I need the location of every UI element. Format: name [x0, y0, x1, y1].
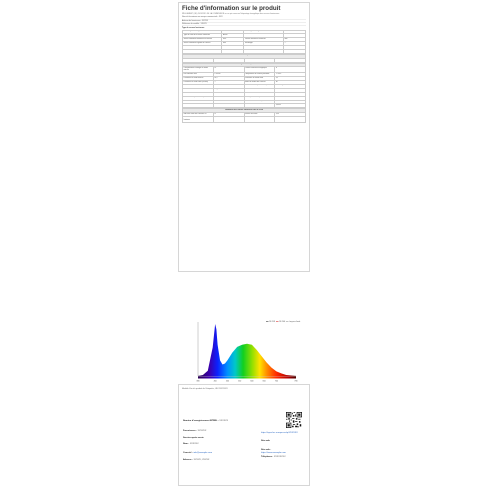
param-value: Valeur: [275, 58, 306, 62]
parameter-table: [182, 30, 306, 54]
table-row: [183, 104, 306, 108]
param-value: 0,90: [275, 113, 306, 117]
product-info-sheet: [178, 2, 310, 272]
contact-value: XXXXXX: [189, 443, 199, 445]
param-value: —: [213, 81, 244, 85]
param-label: [244, 104, 275, 108]
param-label: Consommation d'énergie en mode marche: [183, 67, 214, 73]
x-tick-label: 700: [274, 380, 278, 383]
param-label: Source lumineuse à luminance élevée: [183, 46, 222, 50]
contact-row: [183, 459, 235, 462]
contact-row: [183, 443, 235, 446]
table-row: [183, 58, 306, 62]
param-label: Distribution de la puissance spectrale: [244, 85, 275, 89]
x-tick-label: 650: [262, 380, 266, 383]
param-value: Profondeur 2: [213, 92, 244, 96]
param-label: Facteur de survie: [244, 113, 275, 117]
param-value: 25: [213, 67, 244, 73]
param-value: 24,5: [213, 77, 244, 81]
supplier-info: [182, 16, 306, 29]
contact-value: XXXXXX: [219, 420, 229, 422]
contact-label: Téléphone :: [261, 456, 274, 458]
param-label: Facteur de conservation du flux lumineux: [183, 117, 214, 123]
x-tick-label: 450: [213, 380, 217, 383]
contact-label: Adresse :: [183, 459, 194, 461]
param-value: G: [275, 67, 306, 73]
param-value: 0,5: [275, 77, 306, 81]
spectral-distribution-panel: [178, 274, 310, 384]
x-tick-label: 600: [250, 380, 254, 383]
sheet-tables: [182, 30, 306, 123]
param-value: NDLS: [283, 30, 305, 34]
contact-value: XXXXX, XXXXX: [193, 459, 210, 461]
param-value: Voir l'image: [275, 85, 306, 89]
contact-label: Courriel :: [183, 452, 194, 454]
contact-row: [183, 430, 235, 433]
section-heading: Paramètres généraux du produit: [183, 63, 306, 67]
param-value: Non: [222, 46, 244, 50]
param-label: Protection anti-éblouissement: [183, 49, 222, 53]
spectrum-area: [198, 324, 296, 376]
info-line: Adresse du fournisseur : XXXXX: [182, 20, 306, 23]
param-label: Type de culot de la source lumineuse: [183, 34, 222, 38]
param-label: Technologie d'éclairage utilisée: [183, 30, 222, 34]
param-value: 37: [213, 113, 244, 117]
info-line: Référence du modèle : XXXXX: [182, 23, 306, 26]
param-value: MLS: [222, 38, 244, 42]
param-value: 2 500 lm: [213, 73, 244, 77]
contact-row: [261, 456, 287, 459]
param-value: 2 700 K: [275, 73, 306, 77]
param-value: LED: [222, 30, 244, 34]
param-label: Flux lumineux utile: [183, 73, 214, 77]
parameter-table: [182, 54, 306, 63]
param-value: 80: [275, 81, 306, 85]
contact-label: Fournisseur :: [183, 430, 198, 432]
param-label: Source lumineuse connectée: [244, 38, 283, 42]
contact-link[interactable]: info@exemple.com: [193, 452, 213, 454]
contact-header: Modèle Vue du produit de l'étiquette, UE XXXXXXX: [182, 388, 228, 390]
param-value: Largeur 30: [213, 88, 244, 92]
param-value: —: [283, 42, 305, 46]
param-value: Valeur: [213, 58, 244, 62]
param-label: [244, 117, 275, 123]
legend-label: Longueur d'onde: [289, 322, 301, 324]
param-label: Si oui, puissance équivalente: [244, 96, 275, 100]
param-value: —: [213, 96, 244, 100]
param-label: [183, 104, 214, 108]
parameter-table: [182, 108, 306, 123]
parameter-table: [182, 63, 306, 109]
contact-label: Site web :: [261, 449, 272, 451]
contact-label: Nom :: [183, 443, 190, 445]
contact-value: XXXXXX: [197, 430, 207, 432]
param-label: Paramètre: [183, 58, 214, 62]
section-heading: Paramètres des sources lumineuses LED et OLED: [183, 109, 306, 113]
contact-row: [261, 449, 287, 454]
x-tick-label: 500: [225, 380, 229, 383]
table-row: [183, 117, 306, 123]
param-label: Puissance en mode veille: [244, 77, 275, 81]
param-label: Variable: [244, 49, 283, 53]
param-label: Déclaration de puissance équivalente: [183, 96, 214, 100]
param-label: Coordonnées chromatiques: [244, 100, 275, 104]
contact-row: [183, 452, 235, 455]
param-value: —: [275, 96, 306, 100]
qr-code-icon[interactable]: [286, 412, 302, 428]
param-value: Non: [222, 42, 244, 46]
param-label: Puissance en mode veille (réseau): [183, 81, 214, 85]
x-tick-label: 380: [196, 380, 200, 383]
param-label: Température de couleur proximale: [244, 73, 275, 77]
contact-row: [183, 437, 235, 440]
table-row: [183, 49, 306, 53]
contact-panel: [178, 384, 310, 486]
contact-row: [183, 420, 235, 423]
param-value: Non: [222, 49, 244, 53]
param-value: Non: [283, 38, 305, 42]
param-label: Source lumineuse réglable en couleur: [183, 42, 222, 46]
param-label: Enveloppe: [244, 42, 283, 46]
info-line: Nom du fournisseur ou marque commerciale : XXX: [182, 16, 306, 19]
section-heading: Paramètres du produit: [183, 54, 306, 58]
x-tick-label: 550: [238, 380, 242, 383]
param-value: 0,4390: [275, 100, 306, 104]
param-value: Hauteur 4: [213, 85, 244, 89]
contact-link[interactable]: https://www.exemple.com: [261, 451, 286, 454]
param-value: Oui: [283, 49, 305, 53]
param-label: Classe d'efficacité énergétique: [244, 67, 275, 73]
contact-row: [261, 440, 287, 443]
sheet-title: Fiche d'information sur le produit: [182, 5, 281, 12]
contact-label: Service après-vente: [183, 437, 204, 439]
contact-value: XXXXXXXX: [273, 456, 286, 458]
param-label: Paramètre: [244, 58, 275, 62]
x-tick-label: 780: [294, 380, 298, 383]
param-label: Puissance en mode marche: [183, 77, 214, 81]
param-label: Indice de rendu des couleurs: [244, 81, 275, 85]
legend-label: CIE 1964: [279, 322, 286, 324]
spectral-chart: [178, 274, 310, 384]
param-value: [213, 104, 244, 108]
contact-link[interactable]: https://eprel.ec.europa.eu/qr/XXXXXX: [261, 432, 298, 434]
param-label: Non dirigée ou dirigée: [244, 30, 283, 34]
contact-row: [261, 432, 298, 435]
param-label: Dimensions extérieures: [183, 85, 214, 89]
param-label: Source lumineuse alimentée sur secteur: [183, 38, 222, 42]
contact-label: Site web: [261, 440, 270, 442]
chart-legend: [266, 320, 300, 323]
legend-label: CIE 1931: [269, 322, 276, 324]
section-label: Type de source lumineuse: [182, 27, 205, 30]
param-label: Indice de rendu des couleurs R9: [183, 113, 214, 117]
param-value: [275, 117, 306, 123]
wavelength-color-bar: [198, 376, 296, 378]
param-value: 0,4030: [275, 104, 306, 108]
sheet-subtitle: RÈGLEMENT (UE) 2019/2015 DE LA COMMISSION en ce qui concerne l'étiquetage énergétique des sources lumineuses: [182, 13, 280, 15]
param-value: Aucun: [222, 34, 244, 38]
contact-label: Numéro d'enregistrement EPREL :: [183, 420, 220, 422]
param-value: 0,80: [213, 117, 244, 123]
